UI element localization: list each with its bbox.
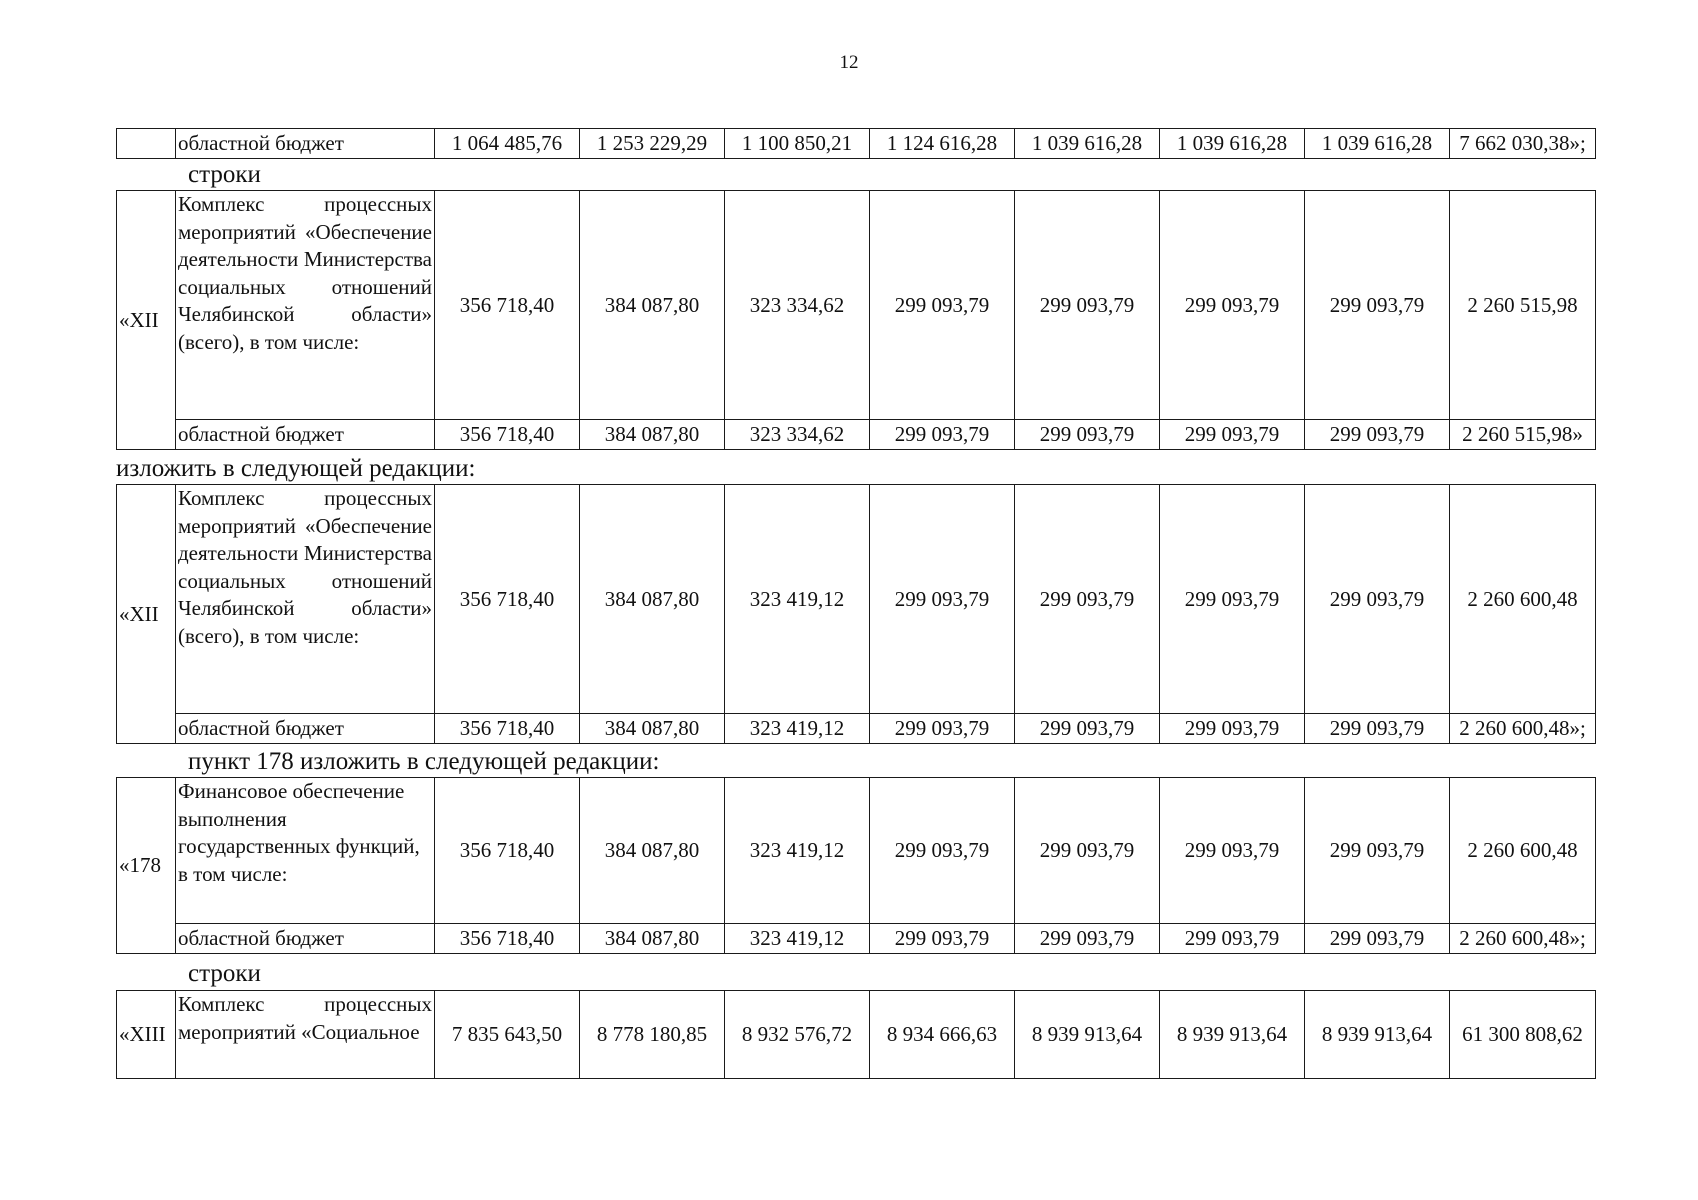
table-5 [116, 990, 1596, 1079]
value-cell: 299 093,79 [1015, 714, 1160, 744]
table-row [117, 129, 1596, 159]
value-cell: 299 093,79 [1160, 485, 1305, 714]
value-cell: 8 939 913,64 [1015, 991, 1160, 1079]
value-cell: 323 419,12 [725, 485, 870, 714]
value-cell: 384 087,80 [580, 714, 725, 744]
value-cell: 356 718,40 [435, 714, 580, 744]
value-cell: 8 934 666,63 [870, 991, 1015, 1079]
value-cell: 299 093,79 [1305, 714, 1450, 744]
table-row [117, 191, 1596, 420]
value-cell: 323 419,12 [725, 924, 870, 954]
table-row [117, 714, 1596, 744]
value-cell: 384 087,80 [580, 924, 725, 954]
value-cell: 299 093,79 [870, 778, 1015, 924]
value-cell: 61 300 808,62 [1450, 991, 1596, 1079]
caption-item-178: пункт 178 изложить в следующей редакции: [188, 748, 660, 775]
row-code: «XII [117, 485, 176, 744]
value-cell: 384 087,80 [580, 420, 725, 450]
value-cell: 356 718,40 [435, 191, 580, 420]
table-row [117, 924, 1596, 954]
value-cell: 1 039 616,28 [1160, 129, 1305, 159]
value-cell: 299 093,79 [870, 485, 1015, 714]
value-cell: 2 260 600,48»; [1450, 714, 1596, 744]
value-cell: 323 334,62 [725, 420, 870, 450]
row-code [117, 129, 176, 159]
value-cell: 299 093,79 [1160, 714, 1305, 744]
table-row [117, 420, 1596, 450]
value-cell: 299 093,79 [1305, 485, 1450, 714]
table-2 [116, 190, 1596, 450]
table-1 [116, 128, 1596, 159]
value-cell: 356 718,40 [435, 485, 580, 714]
value-cell: 299 093,79 [1015, 924, 1160, 954]
row-name: Комплекс процессных мероприятий «Обеспечение деятельности Министерства социальных отношений Челябинской области» (всего), в том числе: [176, 191, 435, 420]
row-code: «XII [117, 191, 176, 450]
caption-rows-2: строки [188, 960, 261, 987]
budget-table-4 [116, 777, 1596, 954]
value-cell: 299 093,79 [870, 924, 1015, 954]
value-cell: 2 260 600,48 [1450, 485, 1596, 714]
value-cell: 1 253 229,29 [580, 129, 725, 159]
value-cell: 299 093,79 [1305, 420, 1450, 450]
value-cell: 299 093,79 [1160, 924, 1305, 954]
row-name: областной бюджет [176, 129, 435, 159]
value-cell: 299 093,79 [1160, 191, 1305, 420]
value-cell: 299 093,79 [1015, 191, 1160, 420]
value-cell: 1 064 485,76 [435, 129, 580, 159]
value-cell: 299 093,79 [1305, 191, 1450, 420]
budget-table-5 [116, 990, 1596, 1079]
value-cell: 356 718,40 [435, 420, 580, 450]
value-cell: 299 093,79 [1160, 778, 1305, 924]
value-cell: 8 939 913,64 [1305, 991, 1450, 1079]
value-cell: 1 039 616,28 [1015, 129, 1160, 159]
value-cell: 299 093,79 [1015, 420, 1160, 450]
table-row [117, 778, 1596, 924]
value-cell: 8 932 576,72 [725, 991, 870, 1079]
row-name: областной бюджет [176, 924, 435, 954]
value-cell: 1 124 616,28 [870, 129, 1015, 159]
value-cell: 1 039 616,28 [1305, 129, 1450, 159]
value-cell: 8 778 180,85 [580, 991, 725, 1079]
value-cell: 356 718,40 [435, 924, 580, 954]
value-cell: 323 419,12 [725, 778, 870, 924]
value-cell: 323 419,12 [725, 714, 870, 744]
row-code: «178 [117, 778, 176, 954]
table-row [117, 991, 1596, 1079]
value-cell: 384 087,80 [580, 485, 725, 714]
value-cell: 299 093,79 [1305, 924, 1450, 954]
row-name: Финансовое обеспечение выполнения государственных функций, в том числе: [176, 778, 435, 924]
value-cell: 323 334,62 [725, 191, 870, 420]
row-name: областной бюджет [176, 420, 435, 450]
value-cell: 384 087,80 [580, 191, 725, 420]
value-cell: 1 100 850,21 [725, 129, 870, 159]
row-name: Комплекс процессных мероприятий «Социальное [176, 991, 435, 1079]
value-cell: 299 093,79 [1015, 485, 1160, 714]
row-code: «XIII [117, 991, 176, 1079]
value-cell: 299 093,79 [870, 420, 1015, 450]
page-number: 12 [839, 52, 859, 73]
value-cell: 2 260 515,98 [1450, 191, 1596, 420]
table-3 [116, 484, 1596, 744]
budget-table-3 [116, 484, 1596, 744]
value-cell: 7 662 030,38»; [1450, 129, 1596, 159]
table-row [117, 485, 1596, 714]
value-cell: 2 260 515,98» [1450, 420, 1596, 450]
value-cell: 2 260 600,48»; [1450, 924, 1596, 954]
row-name: Комплекс процессных мероприятий «Обеспечение деятельности Министерства социальных отношений Челябинской области» (всего), в том числе: [176, 485, 435, 714]
caption-rows: строки [188, 161, 261, 188]
row-name: областной бюджет [176, 714, 435, 744]
table-4 [116, 777, 1596, 954]
value-cell: 299 093,79 [870, 191, 1015, 420]
value-cell: 299 093,79 [870, 714, 1015, 744]
value-cell: 299 093,79 [1015, 778, 1160, 924]
value-cell: 7 835 643,50 [435, 991, 580, 1079]
budget-table-2 [116, 190, 1596, 450]
value-cell: 356 718,40 [435, 778, 580, 924]
value-cell: 299 093,79 [1160, 420, 1305, 450]
caption-new-edition: изложить в следующей редакции: [116, 455, 476, 482]
value-cell: 2 260 600,48 [1450, 778, 1596, 924]
budget-table-1 [116, 128, 1596, 159]
value-cell: 299 093,79 [1305, 778, 1450, 924]
value-cell: 384 087,80 [580, 778, 725, 924]
value-cell: 8 939 913,64 [1160, 991, 1305, 1079]
